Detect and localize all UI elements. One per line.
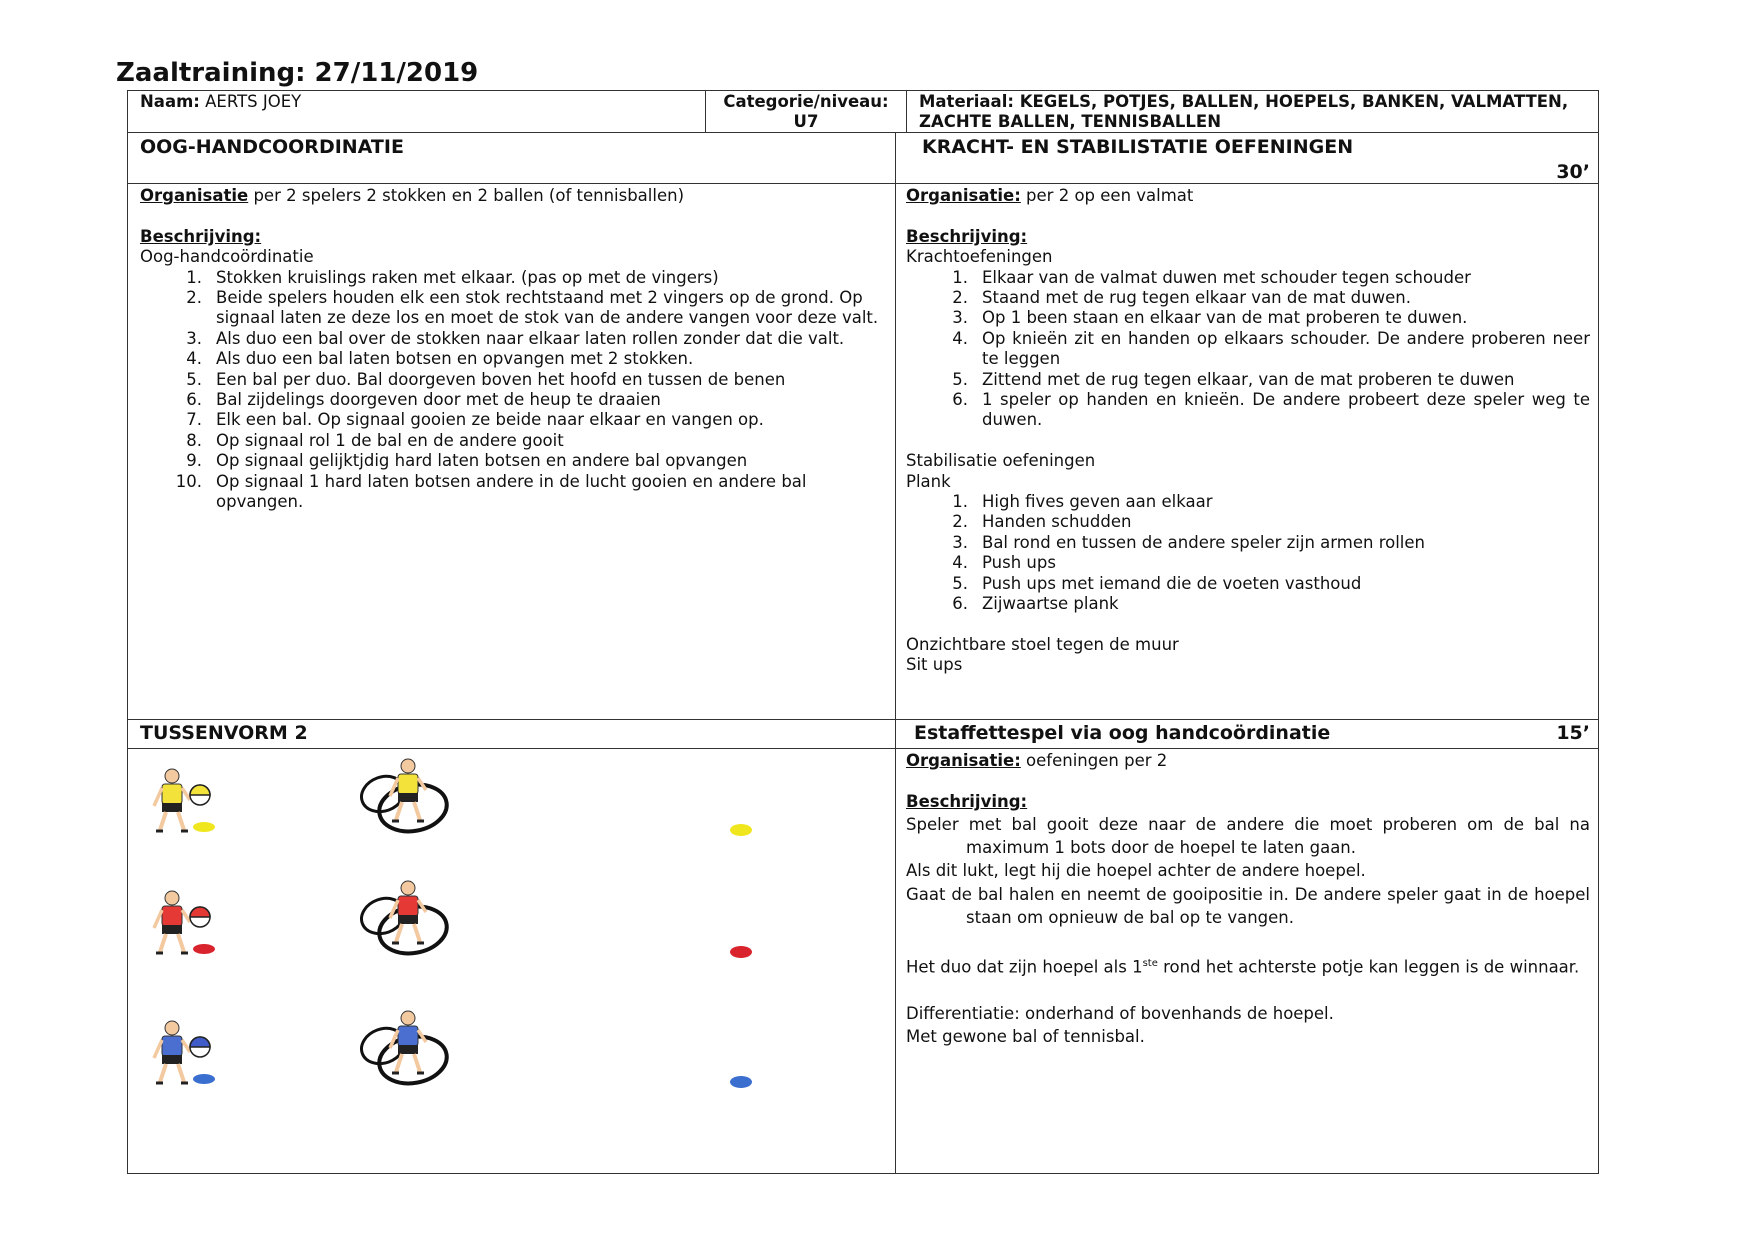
player-figure [154, 891, 190, 953]
page-title: Zaaltraining: 27/11/2019 [116, 58, 479, 88]
tussenvorm-illustration [128, 750, 894, 1172]
subtitle: Oog-handcoördinatie [140, 247, 314, 267]
list-item: 5. Push ups met iemand die de voeten vasthoud [952, 573, 1362, 593]
section-time-kracht: 30’ [1556, 161, 1590, 183]
list-item: 4. Push ups [952, 553, 1056, 573]
cone-icon [193, 1074, 215, 1084]
list-item: 5. Een bal per duo. Bal doorgeven boven het hoofd en tussen de benen [186, 369, 786, 389]
categorie-label: Categorie/niveau: [723, 92, 889, 111]
plank-list [906, 492, 1590, 614]
organisatie-label: Organisatie: [906, 186, 1021, 205]
kracht-list [906, 268, 1590, 431]
divider [127, 748, 1599, 749]
divider [127, 183, 1599, 184]
beschrijving-label: Beschrijving: [906, 792, 1028, 812]
cone-icon [730, 824, 752, 836]
description-paragraph: Als dit lukt, legt hij die hoepel achter de andere hoepel. [906, 861, 1366, 881]
player-figure [154, 769, 190, 831]
list-item: 1. Stokken kruislings raken met elkaar. (pas op met de vingers) [186, 267, 719, 287]
list-item: 2. Staand met de rug tegen elkaar van de mat duwen. [952, 288, 1411, 308]
list-item: 6. Zijwaartse plank [952, 594, 1119, 614]
drill-row [154, 1011, 752, 1089]
section-time-estaffette: 15’ [1556, 722, 1590, 744]
extra-exercise: Onzichtbare stoel tegen de muur [906, 634, 1179, 654]
organisatie-text: per 2 spelers 2 stokken en 2 ballen (of tennisballen) [248, 186, 685, 205]
ball-icon [190, 785, 210, 805]
cone-icon [193, 822, 215, 832]
section-heading-tussenvorm: TUSSENVORM 2 [140, 722, 308, 744]
organisatie-line [140, 186, 880, 206]
differentiatie-text: Differentiatie: onderhand of bovenhands de hoepel. [906, 1004, 1334, 1024]
list-item: 9. Op signaal gelijktjdig hard laten botsen en andere bal opvangen [186, 451, 748, 471]
plank-title: Plank [906, 471, 951, 491]
organisatie-label: Organisatie [140, 186, 249, 205]
drill-row [154, 759, 752, 837]
divider [906, 90, 907, 132]
section-body-oog [140, 186, 880, 512]
section-heading-kracht: KRACHT- EN STABILISTATIE OEFENINGEN [922, 136, 1354, 158]
differentiatie-text: Met gewone bal of tennisbal. [906, 1027, 1145, 1047]
divider [895, 132, 896, 1174]
list-item: 3. Als duo een bal over de stokken naar elkaar laten rollen zonder dat die valt. [186, 328, 845, 348]
organisatie-line [906, 186, 1590, 206]
naam-label: Naam: [140, 92, 200, 111]
list-item: 10. Op signaal 1 hard laten botsen andere in de lucht gooien en andere bal opvangen. [175, 471, 807, 512]
section-heading-estaffette: Estaffettespel via oog handcoördinatie [914, 722, 1331, 744]
beschrijving-label: Beschrijving: [906, 226, 1028, 246]
list-item: 8. Op signaal rol 1 de bal en de andere gooit [186, 430, 564, 450]
categorie-field [708, 92, 904, 133]
beschrijving-label: Beschrijving: [140, 226, 262, 246]
divider [127, 719, 1599, 720]
naam-field [140, 92, 700, 112]
cone-icon [193, 944, 215, 954]
stabilisatie-title: Stabilisatie oefeningen [906, 451, 1096, 471]
section-body-kracht [906, 186, 1590, 676]
materiaal-field: Materiaal: KEGELS, POTJES, BALLEN, HOEPELS, BANKEN, VALMATTEN, ZACHTE BALLEN, TENNISBALLEN [919, 92, 1569, 132]
list-item: 3. Op 1 been staan en elkaar van de mat proberen te duwen. [952, 308, 1468, 328]
organisatie-label: Organisatie: [906, 751, 1021, 770]
categorie-value: U7 [793, 112, 819, 132]
naam-value: AERTS JOEY [205, 92, 302, 111]
description-paragraph: Speler met bal gooit deze naar de andere die moet proberen om de bal na maximum 1 bots door de hoepel te laten gaan. [906, 814, 1590, 858]
divider [705, 90, 706, 132]
list-item: 4. Op knieën zit en handen op elkaars schouder. De andere proberen neer te leggen [952, 328, 1590, 369]
extra-exercise: Sit ups [906, 655, 963, 675]
kracht-title: Krachtoefeningen [906, 247, 1053, 267]
list-item: 2. Beide spelers houden elk een stok rechtstaand met 2 vingers op de grond. Op signaal laten ze deze los en moet de stok van de andere vangen voor deze valt. [186, 288, 879, 328]
list-item: 6. 1 speler op handen en knieën. De andere probeert deze speler weg te duwen. [952, 390, 1590, 430]
ball-icon [190, 907, 210, 927]
list-item: 5. Zittend met de rug tegen elkaar, van de mat proberen te duwen [952, 369, 1515, 389]
exercise-list [140, 268, 880, 513]
list-item: 6. Bal zijdelings doorgeven door met de heup te draaien [186, 390, 661, 410]
cone-icon [730, 946, 752, 958]
list-item: 3. Bal rond en tussen de andere speler zijn armen rollen [952, 532, 1426, 552]
ball-icon [190, 1037, 210, 1057]
description-paragraph: Het duo dat zijn hoepel als 1ste rond het achterste potje kan leggen is de winnaar. [906, 957, 1580, 977]
cone-icon [730, 1076, 752, 1088]
list-item: 2. Handen schudden [952, 512, 1132, 532]
list-item: 1. High fives geven aan elkaar [952, 492, 1213, 512]
drill-row [154, 881, 752, 959]
section-heading-oog: OOG-HANDCOORDINATIE [140, 136, 404, 158]
organisatie-text: per 2 op een valmat [1020, 186, 1194, 205]
organisatie-line [906, 751, 1590, 771]
list-item: 7. Elk een bal. Op signaal gooien ze beide naar elkaar en vangen op. [186, 410, 764, 430]
player-figure [154, 1021, 190, 1083]
list-item: 4. Als duo een bal laten botsen en opvangen met 2 stokken. [186, 349, 694, 369]
description-paragraph: Gaat de bal halen en neemt de gooipositie in. De andere speler gaat in de hoepel staan om opnieuw de bal op te vangen. [906, 884, 1590, 927]
section-body-estaffette [906, 751, 1590, 1049]
list-item: 1. Elkaar van de valmat duwen met schouder tegen schouder [952, 267, 1471, 287]
organisatie-text: oefeningen per 2 [1020, 751, 1168, 770]
